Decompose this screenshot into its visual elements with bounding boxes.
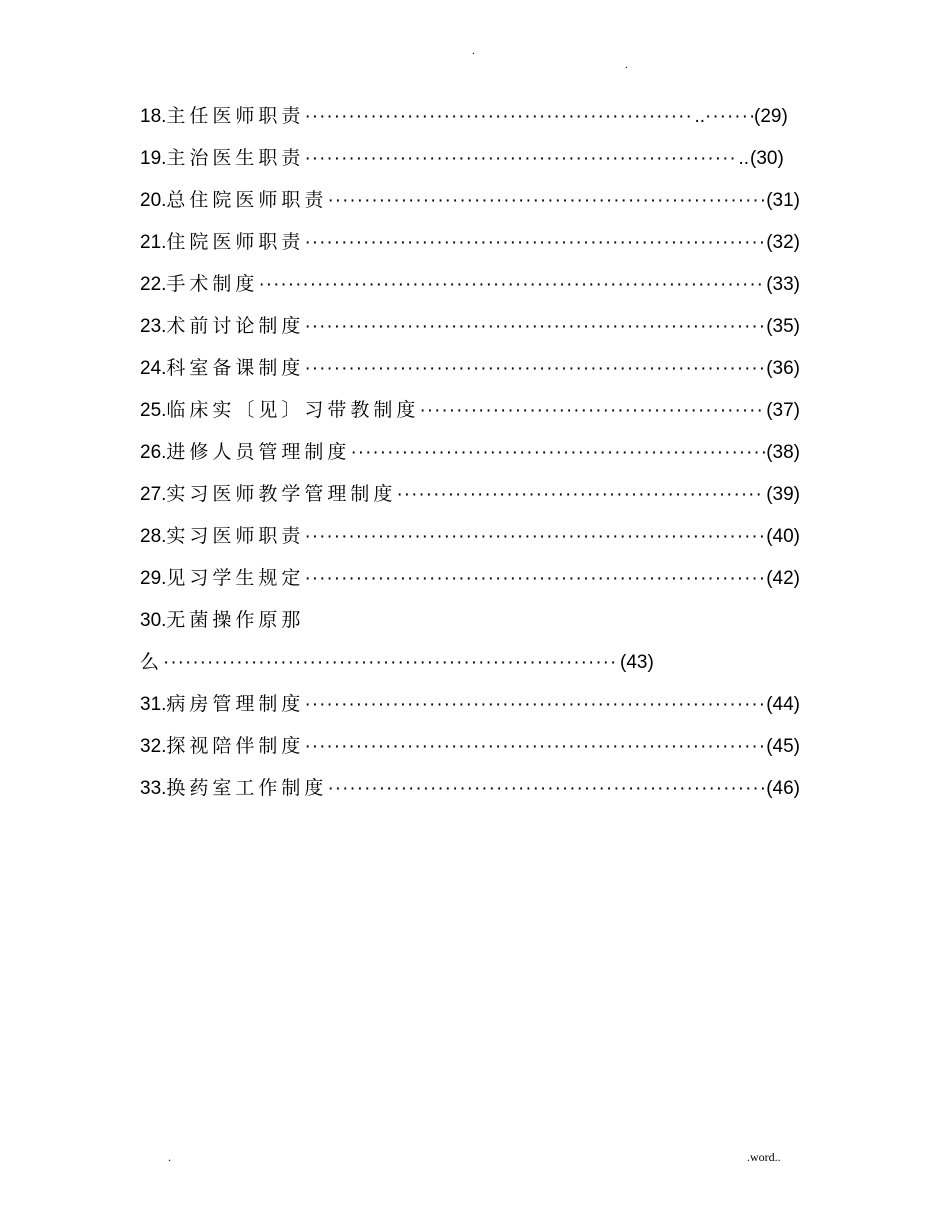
toc-entry-page: (39)	[766, 484, 800, 505]
toc-entry-page: (44)	[766, 694, 800, 715]
toc-entry[interactable]	[140, 226, 800, 268]
toc-leader-dots	[705, 101, 753, 133]
toc-entry-page: (35)	[766, 316, 800, 337]
toc-entry-page: (38)	[766, 442, 800, 463]
toc-entry-number: 32.	[140, 736, 167, 757]
toc-entry[interactable]	[140, 100, 800, 142]
toc-entry-title: 科室备课制度	[166, 357, 305, 379]
toc-entry-title: 探视陪伴制度	[166, 735, 305, 757]
toc-entry-page: (42)	[766, 568, 800, 589]
footer-watermark-text: .word..	[747, 1150, 781, 1164]
toc-entry-page: (31)	[766, 190, 800, 211]
toc-entry-page: (30)	[750, 148, 784, 169]
toc-leader-dots	[304, 563, 765, 595]
toc-entry-title: 主治医生职责	[166, 147, 305, 169]
toc-entry-title: 实习医师教学管理制度	[166, 483, 397, 505]
toc-entry[interactable]	[140, 562, 800, 604]
toc-leader-dots	[304, 227, 765, 259]
toc-entry-number: 30.	[140, 610, 167, 631]
toc-leader-dots	[304, 353, 765, 385]
toc-entry-number: 26.	[140, 442, 167, 463]
toc-entry-number: 25.	[140, 400, 167, 421]
toc-entry-number: 31.	[140, 694, 167, 715]
toc-leader-dots	[419, 395, 765, 427]
toc-entry-page: (32)	[766, 232, 800, 253]
toc-entry-title: 术前讨论制度	[166, 315, 305, 337]
toc-leader-dots	[304, 143, 738, 175]
toc-entry-number: 24.	[140, 358, 167, 379]
toc-entry-page: (46)	[766, 778, 800, 799]
toc-entry-title: 临床实〔见〕习带教制度	[166, 399, 420, 421]
toc-entry-number: 18.	[140, 106, 167, 127]
toc-leader-dots	[304, 689, 765, 721]
toc-leader-dots	[304, 101, 694, 133]
toc-entry[interactable]	[140, 688, 800, 730]
toc-leader-dots	[396, 479, 765, 511]
toc-entry-number: 23.	[140, 316, 167, 337]
toc-entry-number: 33.	[140, 778, 167, 799]
toc-entry-number: 21.	[140, 232, 167, 253]
toc-entry-wrapped-line2[interactable]	[140, 646, 800, 688]
toc-entry-title: 无菌操作原那	[166, 609, 305, 631]
toc-entry[interactable]	[140, 268, 800, 310]
toc-entry-number: 20.	[140, 190, 167, 211]
toc-leader-dots	[163, 647, 619, 679]
toc-entry[interactable]	[140, 394, 800, 436]
toc-entry-number: 27.	[140, 484, 167, 505]
toc-leader-dots	[327, 185, 765, 217]
toc-entry[interactable]	[140, 772, 800, 814]
header-mark-right: .	[625, 59, 628, 71]
toc-entry-page: (43)	[620, 652, 654, 673]
toc-entry-title: 病房管理制度	[166, 693, 305, 715]
toc-entry[interactable]	[140, 730, 800, 772]
table-of-contents	[140, 100, 800, 814]
toc-leader-dots	[258, 269, 765, 301]
toc-entry-page: (33)	[766, 274, 800, 295]
header-mark-left: .	[472, 45, 475, 57]
toc-entry-page: (45)	[766, 736, 800, 757]
toc-leader-dots	[350, 437, 765, 469]
toc-entry-title: 手术制度	[166, 273, 259, 295]
toc-entry-title: 实习医师职责	[166, 525, 305, 547]
toc-entry-page: (37)	[766, 400, 800, 421]
toc-leader-suffix: ..	[738, 148, 749, 169]
toc-leader-dots	[304, 521, 765, 553]
toc-entry-wrapped-line1[interactable]	[140, 604, 800, 646]
footer-mark-left: .	[168, 1150, 171, 1164]
toc-leader-suffix: ..	[694, 106, 705, 127]
toc-entry-number: 19.	[140, 148, 167, 169]
toc-leader-dots	[304, 311, 765, 343]
toc-entry[interactable]	[140, 520, 800, 562]
toc-entry-title: 主任医师职责	[166, 105, 305, 127]
toc-entry-title: 换药室工作制度	[166, 777, 328, 799]
toc-entry[interactable]	[140, 184, 800, 226]
toc-entry-number: 29.	[140, 568, 167, 589]
toc-entry[interactable]	[140, 142, 800, 184]
toc-entry[interactable]	[140, 310, 800, 352]
toc-entry[interactable]	[140, 478, 800, 520]
toc-entry-number: 22.	[140, 274, 167, 295]
toc-entry-title-continued: 么	[140, 651, 164, 673]
toc-entry-number: 28.	[140, 526, 167, 547]
toc-leader-dots	[304, 731, 765, 763]
toc-entry-title: 进修人员管理制度	[166, 441, 351, 463]
toc-entry[interactable]	[140, 352, 800, 394]
toc-leader-dots	[327, 773, 765, 805]
toc-entry-title: 住院医师职责	[166, 231, 305, 253]
toc-entry-title: 总住院医师职责	[166, 189, 328, 211]
toc-entry[interactable]	[140, 436, 800, 478]
toc-entry-page: (36)	[766, 358, 800, 379]
toc-entry-page: (40)	[766, 526, 800, 547]
toc-entry-page: (29)	[754, 106, 788, 127]
toc-entry-title: 见习学生规定	[166, 567, 305, 589]
